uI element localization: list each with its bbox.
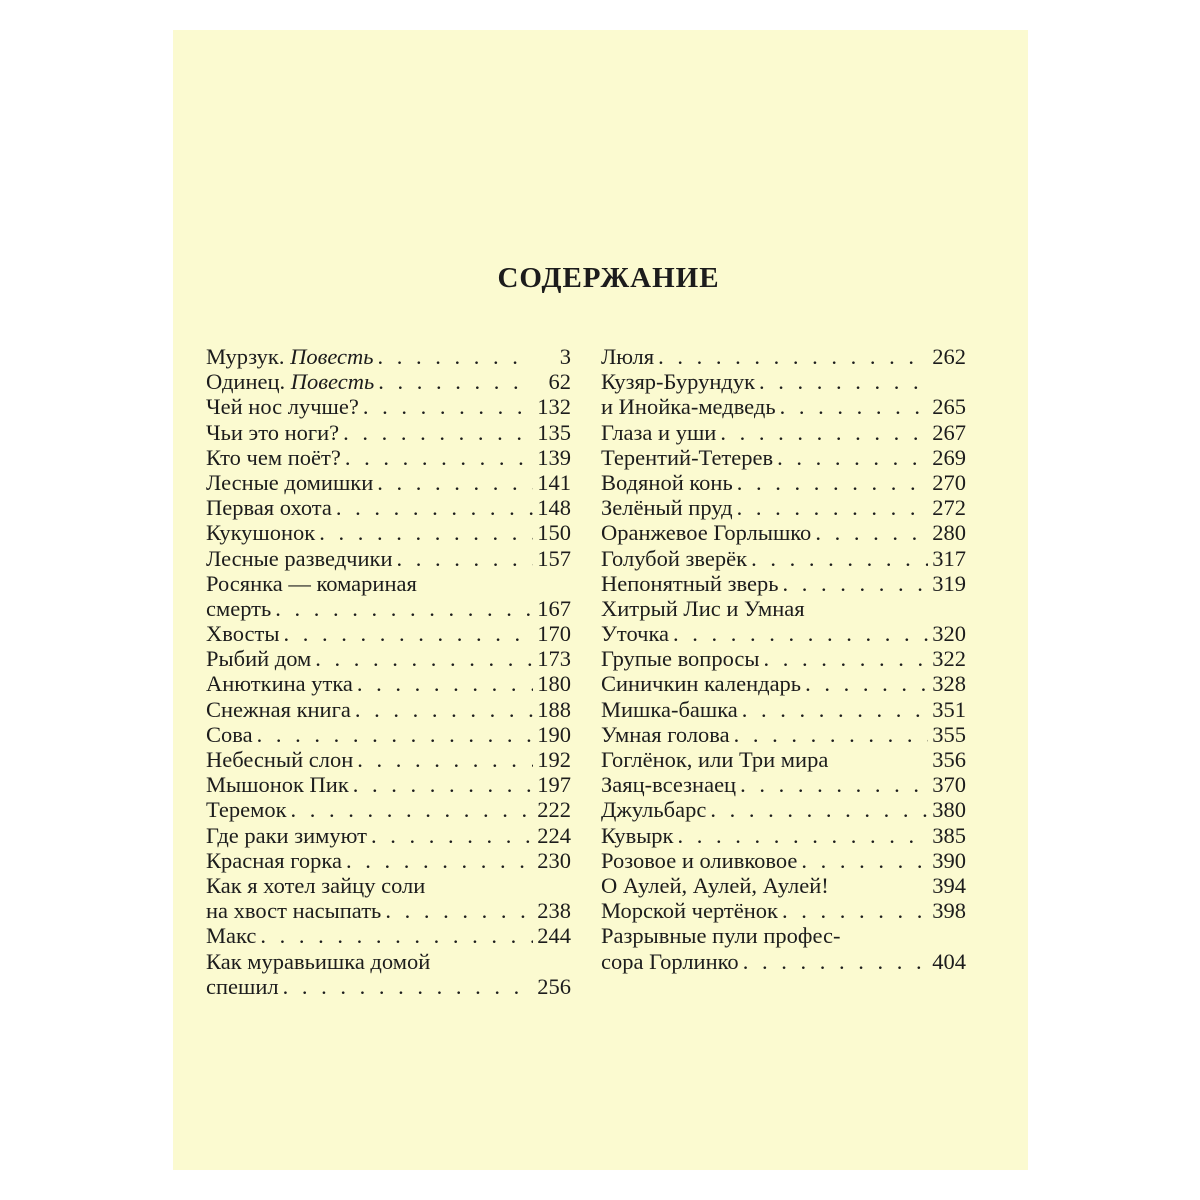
toc-entry-title: Лесные домишки <box>206 469 374 495</box>
toc-entry-genre: Повесть <box>290 344 374 369</box>
toc-entry-title: Первая охота <box>206 495 332 521</box>
toc-entry-page-number: 320 <box>932 621 966 647</box>
toc-entry <box>206 520 571 545</box>
toc-entry <box>206 420 571 445</box>
toc-entry-title: Зелёный пруд <box>601 495 733 521</box>
toc-entry <box>601 949 966 974</box>
dot-leader <box>359 394 533 419</box>
toc-entry-page-number: 370 <box>932 772 966 798</box>
toc-entry-page-number: 135 <box>537 419 571 445</box>
toc-entry-title: Голубой зверёк <box>601 545 748 571</box>
dot-leader <box>253 722 533 747</box>
toc-entry-title: Чьи это ноги? <box>206 419 340 445</box>
toc-entry-title: Групые вопросы <box>601 646 760 672</box>
dot-leader <box>374 344 533 369</box>
toc-entry <box>206 797 571 822</box>
toc-entry-title: на хвост насыпать <box>206 898 382 924</box>
toc-entry-page-number: 269 <box>932 444 966 470</box>
dot-leader <box>778 898 928 923</box>
toc-entry <box>601 571 966 596</box>
dot-leader <box>339 420 533 445</box>
toc-entry-page-number: 351 <box>932 696 966 722</box>
dot-leader <box>279 621 533 646</box>
dot-leader <box>654 344 928 369</box>
toc-entry-page-number: 380 <box>932 797 966 823</box>
dot-leader <box>353 671 533 696</box>
toc-entry-page-number: 62 <box>548 369 571 395</box>
dot-leader <box>760 646 929 671</box>
toc-entry-page-number: 167 <box>537 595 571 621</box>
toc-entry-title: смерть <box>206 595 272 621</box>
toc-entry <box>601 697 966 722</box>
toc-entry <box>601 520 966 545</box>
toc-entry-page-number: 394 <box>932 872 966 898</box>
toc-entry <box>601 797 966 822</box>
toc-entry <box>206 394 571 419</box>
toc-entry <box>206 848 571 873</box>
toc-entry <box>206 923 571 948</box>
toc-entry-title: Лесные разведчики <box>206 545 393 571</box>
toc-entry <box>206 369 571 394</box>
toc-entry-page-number: 244 <box>537 923 571 949</box>
dot-leader <box>706 797 928 822</box>
toc-entry-page-number: 3 <box>559 344 571 369</box>
toc-entry-page-number: 148 <box>537 495 571 521</box>
toc-entry-page-number: 265 <box>932 394 966 420</box>
toc-entry <box>601 420 966 445</box>
dot-leader <box>738 697 928 722</box>
toc-entry-page-number: 192 <box>537 747 571 772</box>
toc-entry-page-number: 190 <box>537 721 571 747</box>
toc-entry <box>206 898 571 923</box>
toc-entry-title: Кувырк <box>601 822 674 848</box>
toc-entry-title: Мурзук. <box>206 344 285 369</box>
toc-entry <box>601 848 966 873</box>
toc-entry <box>601 898 966 923</box>
toc-entry-title: О Аулей, Аулей, Аулей! <box>601 872 829 898</box>
toc-entry <box>206 596 571 621</box>
toc-entry-page-number: 356 <box>932 747 966 772</box>
toc-entry <box>601 722 966 747</box>
toc-entry-page-number: 404 <box>932 948 966 974</box>
dot-leader <box>755 369 928 394</box>
toc-entry <box>601 394 966 419</box>
toc-entry <box>206 646 571 671</box>
toc-entry <box>601 873 966 898</box>
toc-entry <box>601 772 966 797</box>
toc-entry-title: Кукушонок <box>206 520 316 546</box>
dot-leader <box>773 445 928 470</box>
toc-entry-title: Терентий-Тетерев <box>601 444 774 470</box>
toc-entry <box>206 873 571 898</box>
toc-entry-page-number: 188 <box>537 696 571 722</box>
toc-entry <box>206 697 571 722</box>
toc-entry-title: Одинец. <box>206 369 286 395</box>
toc-entry <box>601 747 966 772</box>
toc-entry-page-number: 238 <box>537 898 571 924</box>
toc-entry-title: Теремок <box>206 797 287 823</box>
dot-leader <box>349 772 533 797</box>
dot-leader <box>287 797 533 822</box>
toc-entry-page-number: 222 <box>537 797 571 823</box>
toc-entry-page-number: 230 <box>537 847 571 873</box>
toc-entry-page-number: 170 <box>537 621 571 647</box>
dot-leader <box>381 898 533 923</box>
dot-leader <box>351 697 533 722</box>
toc-entry-page-number: 197 <box>537 772 571 798</box>
toc-entry <box>206 495 571 520</box>
toc-entry-title: Снежная книга <box>206 696 351 722</box>
dot-leader <box>736 772 928 797</box>
toc-entry-page-number: 328 <box>932 671 966 697</box>
toc-entry-page-number: 173 <box>537 646 571 672</box>
toc-entry-page-number: 272 <box>932 495 966 521</box>
toc-entry-title: Разрывные пули профес- <box>601 923 841 949</box>
toc-entry-page-number: 270 <box>932 469 966 495</box>
toc-entry-title: Красная горка <box>206 847 342 873</box>
dot-leader <box>733 470 928 495</box>
toc-entry-title: Чей нос лучше? <box>206 394 359 420</box>
toc-entry-page-number: 355 <box>932 721 966 747</box>
toc-entry-title: Как я хотел зайцу соли <box>206 872 426 898</box>
toc-entry <box>206 974 571 999</box>
toc-entry-title: Заяц-всезнаец <box>601 772 737 798</box>
dot-leader <box>730 722 928 747</box>
toc-entry-title: Мишка-башка <box>601 696 738 722</box>
toc-entry <box>601 546 966 571</box>
toc-entry <box>601 596 966 621</box>
toc-entry <box>206 823 571 848</box>
toc-entry-title: Хвосты <box>206 621 280 647</box>
dot-leader <box>342 848 533 873</box>
toc-entry <box>206 571 571 596</box>
book-page <box>173 30 1028 1170</box>
dot-leader <box>373 470 533 495</box>
page-title: СОДЕРЖАНИЕ <box>497 262 720 294</box>
toc-entry-page-number: 390 <box>932 847 966 873</box>
toc-entry-title: сора Горлинко <box>601 948 739 974</box>
toc-entry-title: Небесный слон <box>206 747 354 772</box>
dot-leader <box>256 923 533 948</box>
toc-entry-page-number: 385 <box>932 822 966 848</box>
toc-entry <box>601 923 966 948</box>
toc-entry-page-number: 319 <box>932 570 966 596</box>
toc-entry <box>206 621 571 646</box>
toc-entry <box>601 470 966 495</box>
toc-entry-title: Морской чертёнок <box>601 898 778 924</box>
dot-leader <box>367 823 533 848</box>
toc-entry <box>206 344 571 369</box>
toc-entry-page-number: 322 <box>932 646 966 672</box>
toc-entry <box>601 495 966 520</box>
toc-entry <box>206 772 571 797</box>
toc-entry-title: Сова <box>206 721 253 747</box>
dot-leader <box>341 445 533 470</box>
toc-entry-page-number: 280 <box>932 520 966 546</box>
toc-entry-genre: Повесть <box>290 369 375 395</box>
toc-entry-page-number: 317 <box>932 545 966 571</box>
toc-entry <box>601 823 966 848</box>
dot-leader <box>733 495 928 520</box>
toc-entry-title: Уточка <box>601 621 670 647</box>
dot-leader <box>271 596 533 621</box>
toc-entry-title: Розовое и оливковое <box>601 847 798 873</box>
toc-entry-title: Синичкин календарь <box>601 671 802 697</box>
toc-entry-page-number: 141 <box>537 469 571 495</box>
toc-entry-page-number: 150 <box>537 520 571 546</box>
toc-entry <box>601 671 966 696</box>
toc-entry-title: Мышонок Пик <box>206 772 349 798</box>
dot-leader <box>716 420 928 445</box>
toc-entry-title: Гоглёнок, или Три мира <box>601 747 829 772</box>
toc-entry-title: Глаза и уши <box>601 419 717 445</box>
toc-entry-title: Росянка — комариная <box>206 570 417 596</box>
toc-entry-page-number: 157 <box>537 545 571 571</box>
toc-entry-title: Как муравьишка домой <box>206 948 431 974</box>
dot-leader <box>669 621 928 646</box>
toc-entry-title: Непонятный зверь <box>601 570 779 596</box>
dot-leader <box>315 520 533 545</box>
toc-entry-page-number: 262 <box>932 344 966 369</box>
toc-entry <box>206 722 571 747</box>
dot-leader <box>739 949 928 974</box>
toc-entry-title: Люля <box>601 344 655 369</box>
toc-entry-title: Джульбарс <box>601 797 707 823</box>
toc-left-column <box>206 344 571 999</box>
dot-leader <box>776 394 928 419</box>
toc-entry-page-number: 256 <box>537 973 571 999</box>
toc-entry <box>206 470 571 495</box>
toc-entry-title: Водяной конь <box>601 469 733 495</box>
dot-leader <box>393 546 534 571</box>
dot-leader <box>353 747 533 772</box>
toc-entry <box>601 646 966 671</box>
toc-entry-page-number: 139 <box>537 444 571 470</box>
toc-entry-title: Хитрый Лис и Умная <box>601 595 805 621</box>
dot-leader <box>747 546 928 571</box>
toc-entry-title: и Инойка-медведь <box>601 394 776 420</box>
dot-leader <box>811 520 928 545</box>
toc-entry-title: Рыбий дом <box>206 646 312 672</box>
toc-entry <box>206 671 571 696</box>
toc-entry-page-number: 224 <box>537 822 571 848</box>
dot-leader <box>801 671 928 696</box>
toc-entry-title: Макс <box>206 923 257 949</box>
toc-entry-title: Умная голова <box>601 721 730 747</box>
toc-entry <box>206 445 571 470</box>
toc-entry-page-number: 180 <box>537 671 571 697</box>
toc-entry-title: спешил <box>206 973 279 999</box>
toc-entry-title: Где раки зимуют <box>206 822 367 848</box>
toc-entry-page-number: 132 <box>537 394 571 420</box>
toc-entry-title: Оранжевое Горлышко <box>601 520 812 546</box>
dot-leader <box>279 974 533 999</box>
toc-entry <box>206 747 571 772</box>
dot-leader <box>778 571 928 596</box>
dot-leader <box>797 848 928 873</box>
toc-right-column <box>601 344 966 974</box>
dot-leader <box>332 495 533 520</box>
toc-entry-title: Кто чем поёт? <box>206 444 341 470</box>
toc-entry-title: Анюткина утка <box>206 671 353 697</box>
toc-entry-page-number: 267 <box>932 419 966 445</box>
toc-entry <box>601 369 966 394</box>
toc-entry <box>206 949 571 974</box>
toc-entry <box>601 445 966 470</box>
dot-leader <box>311 646 533 671</box>
dot-leader <box>674 823 929 848</box>
toc-entry-page-number: 398 <box>932 898 966 924</box>
toc-entry <box>601 344 966 369</box>
dot-leader <box>374 369 533 394</box>
toc-entry-title: Кузяр-Бурундук <box>601 369 756 395</box>
toc-entry <box>206 546 571 571</box>
toc-entry <box>601 621 966 646</box>
